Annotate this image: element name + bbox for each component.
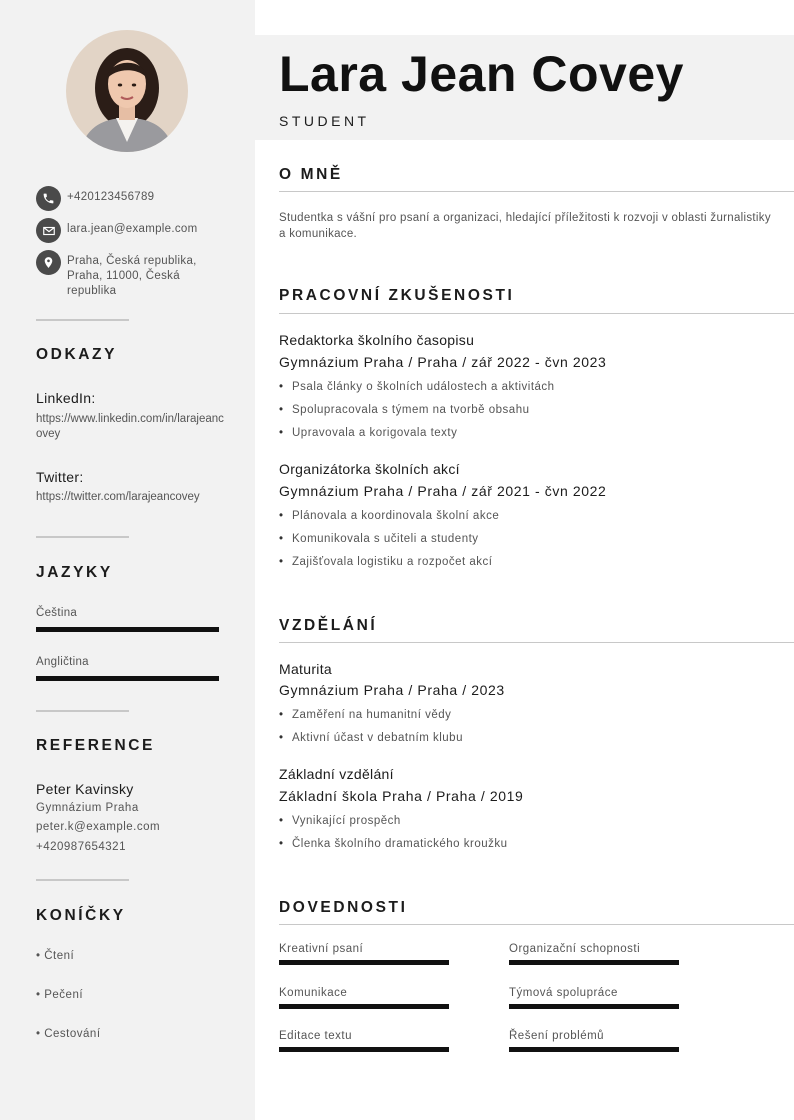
linkedin-url[interactable]: https://www.linkedin.com/in/larajeancovey (36, 413, 224, 440)
job-bullets (279, 380, 555, 449)
hobby-item: • Cestování (36, 1028, 101, 1040)
section-rule (279, 313, 794, 314)
list-item: • Aktivní účast v debatním klubu (279, 731, 463, 754)
skill-item (509, 943, 679, 965)
contact-address-row (36, 250, 236, 299)
hobby-item: • Pečení (36, 989, 84, 1001)
job-org: Gymnázium Praha / Praha / zář 2021 - čvn 2022 (279, 483, 607, 499)
education-heading: VZDĚLÁNÍ (279, 617, 378, 634)
list-item: • Vynikající prospěch (279, 814, 508, 837)
skill-level-fill (279, 1047, 449, 1052)
education-title: Maturita (279, 661, 332, 677)
hobby-item: • Čtení (36, 950, 75, 962)
skill-name: Kreativní psaní (279, 943, 364, 955)
list-item: • Komunikovala s učiteli a studenty (279, 532, 499, 555)
job-title: Organizátorka školních akcí (279, 461, 460, 477)
skill-name: Editace textu (279, 1030, 352, 1042)
education-bullets (279, 708, 463, 754)
skill-item (509, 1030, 679, 1052)
job-title: Redaktorka školního časopisu (279, 332, 475, 348)
main-content (255, 0, 794, 1120)
skill-item (509, 987, 679, 1009)
hobbies-heading: KONÍČKY (36, 907, 126, 924)
language-name: Angličtina (36, 656, 89, 668)
sidebar-divider (36, 319, 129, 321)
education-bullets (279, 814, 508, 860)
skill-name: Komunikace (279, 987, 348, 999)
linkedin-label: LinkedIn: (36, 390, 96, 406)
sidebar-divider (36, 536, 129, 538)
skill-item (279, 943, 449, 965)
reference-heading: REFERENCE (36, 737, 155, 754)
phone-icon (36, 186, 61, 211)
twitter-label: Twitter: (36, 469, 84, 485)
location-pin-icon (36, 250, 61, 275)
section-rule (279, 924, 794, 925)
list-item: • Spolupracovala s týmem na tvorbě obsahu (279, 403, 555, 426)
twitter-url[interactable]: https://twitter.com/larajeancovey (36, 491, 200, 503)
list-item: • Psala články o školních událostech a aktivitách (279, 380, 555, 403)
contact-address: Praha, Česká republika, Praha, 11000, Česká republika (67, 255, 197, 297)
skill-level-bar (509, 1047, 679, 1052)
job-bullets (279, 509, 499, 578)
language-name: Čeština (36, 607, 78, 619)
skill-level-fill (279, 960, 449, 965)
list-item: • Upravovala a korigovala texty (279, 426, 555, 449)
section-rule (279, 642, 794, 643)
skill-level-fill (509, 1047, 679, 1052)
skill-level-bar (509, 1004, 679, 1009)
contact-phone[interactable]: +420123456789 (67, 191, 155, 203)
mail-icon (36, 218, 61, 243)
sidebar (0, 0, 255, 1120)
links-heading: ODKAZY (36, 346, 118, 363)
education-title: Základní vzdělání (279, 766, 394, 782)
skill-name: Organizační schopnosti (509, 943, 641, 955)
candidate-name: Lara Jean Covey (279, 46, 684, 102)
skill-level-bar (509, 960, 679, 965)
education-org: Základní škola Praha / Praha / 2019 (279, 788, 524, 804)
reference-email[interactable]: peter.k@example.com (36, 821, 161, 833)
education-org: Gymnázium Praha / Praha / 2023 (279, 682, 505, 698)
list-item: • Plánovala a koordinovala školní akce (279, 509, 499, 532)
sidebar-divider (36, 710, 129, 712)
skill-name: Týmová spolupráce (509, 987, 618, 999)
section-rule (279, 191, 794, 192)
language-level-bar (36, 676, 219, 681)
reference-name: Peter Kavinsky (36, 781, 134, 797)
experience-heading: PRACOVNÍ ZKUŠENOSTI (279, 287, 515, 304)
language-level-fill (36, 676, 219, 681)
profile-photo (66, 30, 188, 152)
about-text: Studentka s vášní pro psaní a organizaci, hledající příležitosti k rozvoji v oblasti žurnalistiky a komunikace. (279, 212, 771, 240)
list-item: • Zaměření na humanitní vědy (279, 708, 463, 731)
contact-block (36, 186, 236, 306)
skill-level-bar (279, 960, 449, 965)
skills-heading: DOVEDNOSTI (279, 899, 408, 916)
language-level-fill (36, 627, 219, 632)
skill-level-bar (279, 1004, 449, 1009)
skill-name: Řešení problémů (509, 1030, 605, 1042)
list-item: • Zajišťovala logistiku a rozpočet akcí (279, 555, 499, 578)
hobby-label: Cestování (44, 1028, 101, 1040)
skill-level-bar (279, 1047, 449, 1052)
contact-email-row (36, 218, 236, 243)
languages-heading: JAZYKY (36, 564, 113, 581)
contact-email[interactable]: lara.jean@example.com (67, 223, 198, 235)
reference-org: Gymnázium Praha (36, 802, 139, 814)
skill-level-fill (279, 1004, 449, 1009)
hobby-label: Čtení (44, 950, 75, 962)
skill-item (279, 1030, 449, 1052)
list-item: • Členka školního dramatického kroužku (279, 837, 508, 860)
skill-level-fill (509, 960, 679, 965)
language-level-bar (36, 627, 219, 632)
candidate-title: STUDENT (279, 113, 370, 129)
job-org: Gymnázium Praha / Praha / zář 2022 - čvn 2023 (279, 354, 607, 370)
reference-phone[interactable]: +420987654321 (36, 841, 126, 853)
sidebar-divider (36, 879, 129, 881)
contact-phone-row (36, 186, 236, 211)
skill-level-fill (509, 1004, 679, 1009)
about-heading: O MNĚ (279, 166, 343, 183)
hobby-label: Pečení (44, 989, 84, 1001)
skill-item (279, 987, 449, 1009)
